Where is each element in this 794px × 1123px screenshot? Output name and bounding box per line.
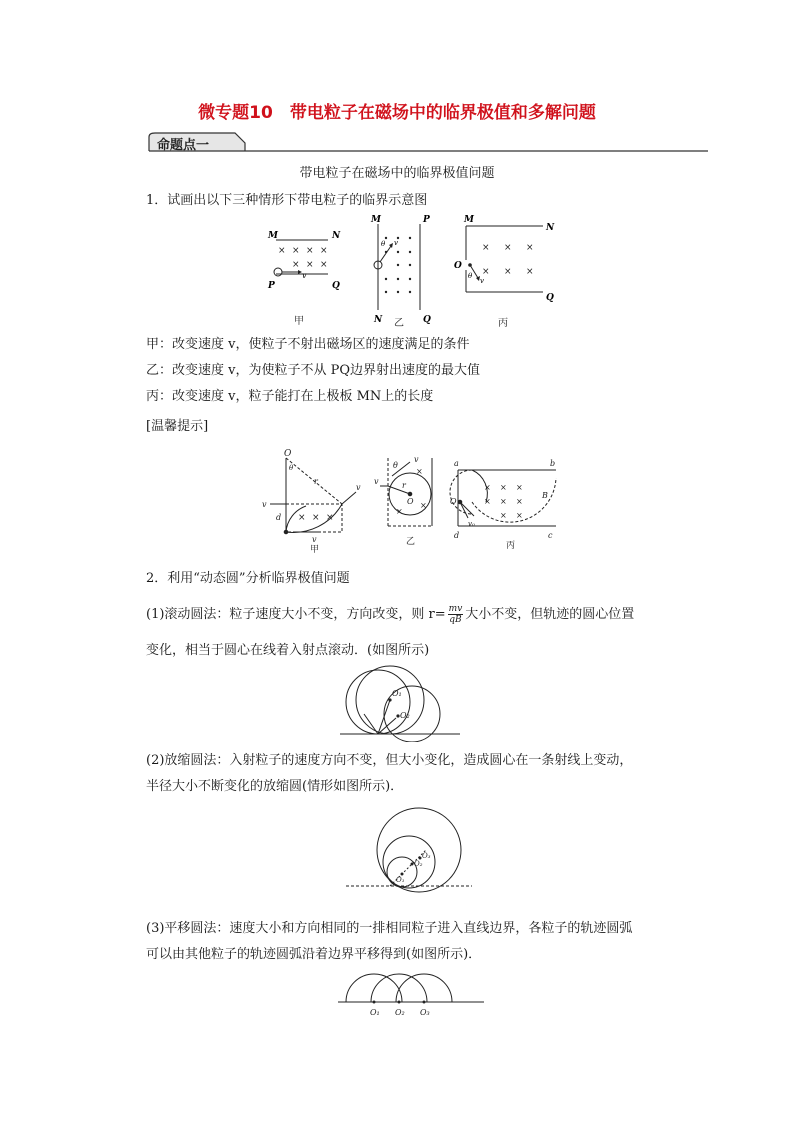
fig1-yi-v: v xyxy=(394,239,398,247)
svg-text:×: × xyxy=(526,243,534,253)
formula-numerator: mv xyxy=(448,604,463,614)
svg-text:×: × xyxy=(500,483,507,492)
desc-bing: 丙：改变速度 v，粒子能打在上极板 MN上的长度 xyxy=(146,389,434,404)
svg-text:×: × xyxy=(292,260,300,270)
fig1-bing-v: v xyxy=(480,277,484,285)
svg-text:×: × xyxy=(500,497,507,506)
fig2-bing-b: b xyxy=(550,459,556,468)
translating-line-2: 可以由其他粒子的轨迹圆弧沿着边界平移得到(如图所示)． xyxy=(146,947,482,962)
fig2-bing-c: c xyxy=(548,531,553,540)
fig2-jia-v2: v xyxy=(356,483,361,492)
hint-label: [温馨提示] xyxy=(146,419,209,434)
fig1-bing xyxy=(454,215,555,303)
section-subtitle: 带电粒子在磁场中的临界极值问题 xyxy=(299,166,495,181)
fig2-caption-jia: 甲 xyxy=(310,545,320,555)
svg-text:×: × xyxy=(516,497,523,506)
translating-label-O3: O₃ xyxy=(420,1008,430,1017)
fig2-bing-d: d xyxy=(454,531,460,540)
svg-text:×: × xyxy=(420,501,427,510)
fig1-yi-Q: Q xyxy=(423,315,431,325)
fig1-jia-N: N xyxy=(332,231,341,241)
svg-text:×: × xyxy=(484,497,491,506)
fig1-jia-Q: Q xyxy=(332,281,340,291)
figure-2-hints xyxy=(256,446,572,556)
section-bar xyxy=(147,131,708,153)
fig2-jia-theta: θ xyxy=(289,464,294,472)
svg-text:×: × xyxy=(298,513,306,523)
fig2-jia-O: O xyxy=(284,449,292,459)
svg-text:×: × xyxy=(320,246,328,256)
fig2-bing-a: a xyxy=(454,459,459,468)
radius-formula xyxy=(448,604,464,625)
fig2-jia-d: d xyxy=(276,513,282,522)
fig1-bing-theta: θ xyxy=(468,272,473,280)
fig1-yi-P: P xyxy=(423,215,430,225)
svg-text:×: × xyxy=(516,511,523,520)
scaling-label-O1: O₁ xyxy=(396,876,405,884)
fig1-yi-theta: θ xyxy=(381,240,386,248)
svg-text:×: × xyxy=(320,260,328,270)
scaling-line-2: 半径大小不断变化的放缩圆(情形如图所示)． xyxy=(146,779,404,794)
scaling-label-O3: O₃ xyxy=(422,852,431,860)
fig1-jia xyxy=(267,231,341,291)
figure-1-setups xyxy=(258,212,568,332)
fig2-yi-v2: v xyxy=(374,477,379,486)
svg-text:×: × xyxy=(306,246,314,256)
rolling-line-1 xyxy=(146,604,634,625)
item-2: 2．利用“动态圆”分析临界极值问题 xyxy=(146,571,350,586)
translating-line-1: (3)平移圆法：速度大小和方向相同的一排相同粒子进入直线边界，各粒子的轨迹圆弧 xyxy=(146,921,633,936)
svg-text:×: × xyxy=(504,267,512,277)
fig1-yi-M: M xyxy=(371,215,381,225)
rolling-label-O2: O₂ xyxy=(400,711,410,720)
svg-text:×: × xyxy=(326,513,334,523)
fig2-yi-O: O xyxy=(407,497,414,506)
desc-yi: 乙：改变速度 v，为使粒子不从 PQ边界射出速度的最大值 xyxy=(146,363,481,378)
svg-text:×: × xyxy=(484,483,491,492)
svg-text:×: × xyxy=(482,243,490,253)
fig2-caption-bing: 丙 xyxy=(506,541,516,551)
fig2-caption-yi: 乙 xyxy=(406,537,416,547)
fig1-jia-P: P xyxy=(268,281,275,291)
fig1-bing-M: M xyxy=(464,215,474,225)
svg-text:×: × xyxy=(500,511,507,520)
svg-text:×: × xyxy=(526,267,534,277)
fig1-yi-N: N xyxy=(374,315,383,325)
item-1: 1．试画出以下三种情形下带电粒子的临界示意图 xyxy=(146,193,428,208)
svg-text:×: × xyxy=(292,246,300,256)
fig1-caption-jia: 甲 xyxy=(294,316,304,327)
fig1-caption-bing: 丙 xyxy=(498,318,508,329)
fig1-yi xyxy=(370,215,431,325)
svg-text:×: × xyxy=(396,507,403,516)
fig1-caption-yi: 乙 xyxy=(394,318,404,329)
fig1-jia-M: M xyxy=(268,231,278,241)
fig2-yi-r: r xyxy=(402,481,406,490)
page-title: 微专题10 带电粒子在磁场中的临界极值和多解问题 xyxy=(198,103,596,123)
rolling-circles-figure xyxy=(338,662,462,742)
svg-text:×: × xyxy=(482,267,490,277)
svg-text:×: × xyxy=(504,243,512,253)
fig2-bing-O: O xyxy=(450,497,457,506)
svg-text:×: × xyxy=(312,513,320,523)
scaling-circles-figure xyxy=(344,800,474,896)
section-label: 命题点一 xyxy=(157,138,210,153)
fig2-jia-r: r xyxy=(314,477,318,486)
svg-text:×: × xyxy=(278,246,286,256)
rolling-line-2: 变化，相当于圆心在线着入射点滚动．(如图所示) xyxy=(146,643,430,658)
scaling-line-1: (2)放缩圆法：入射粒子的速度方向不变，但大小变化，造成圆心在一条射线上变动， xyxy=(146,753,633,768)
svg-text:×: × xyxy=(416,467,423,476)
desc-jia: 甲：改变速度 v，使粒子不射出磁场区的速度满足的条件 xyxy=(146,337,470,352)
fig1-bing-N: N xyxy=(546,223,555,233)
formula-denominator: qB xyxy=(449,615,462,625)
fig1-jia-v: v xyxy=(302,271,307,280)
rolling-label-O1: O₁ xyxy=(392,689,402,698)
fig1-bing-Q: Q xyxy=(546,293,554,303)
scaling-label-O2: O₂ xyxy=(414,860,423,868)
fig2-jia-v3: v xyxy=(312,535,317,544)
rolling-text-after: 大小不变，但轨迹的圆心位置 xyxy=(465,607,635,622)
svg-text:×: × xyxy=(306,260,314,270)
translating-circles-figure xyxy=(336,972,486,1020)
fig2-jia-v1: v xyxy=(262,500,267,509)
fig2-bing-B: B xyxy=(542,491,548,500)
fig2-yi-v1: v xyxy=(414,455,419,464)
fig2-yi xyxy=(380,458,432,526)
fig2-bing-v0: v₀ xyxy=(468,520,475,528)
translating-label-O1: O₁ xyxy=(370,1008,380,1017)
fig1-bing-O: O xyxy=(454,261,462,271)
svg-text:×: × xyxy=(516,483,523,492)
rolling-text-before: (1)滚动圆法：粒子速度大小不变，方向改变，则 r= xyxy=(146,607,446,622)
translating-label-O2: O₂ xyxy=(395,1008,405,1017)
fig2-yi-theta: θ xyxy=(393,461,398,470)
